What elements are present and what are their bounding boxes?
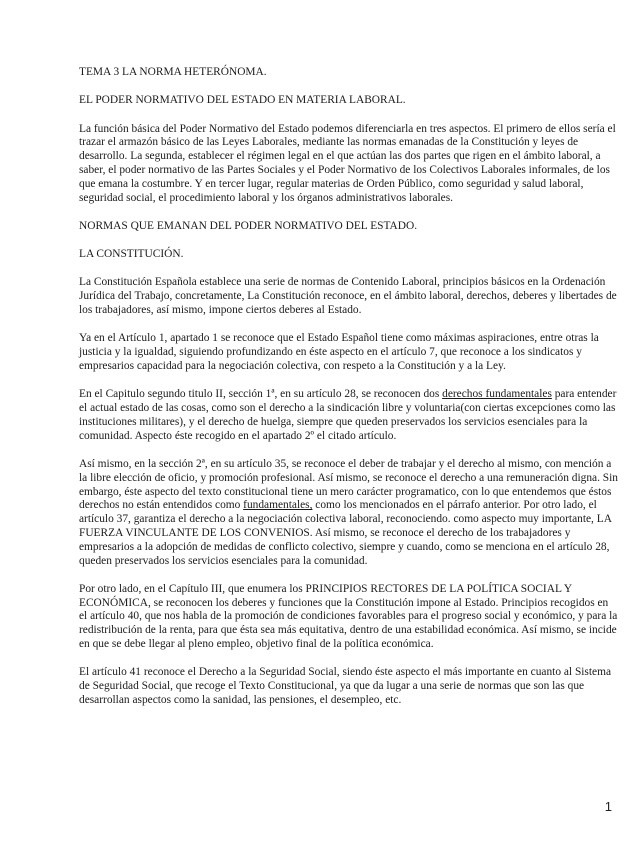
paragraph-constitucion-espanola: La Constitución Española establece una serie de normas de Contenido Laboral, principios básicos en la Ordenación Jurídica del Trabajo, concretamente, La Constitución reconoce, en el ámbito laboral, derechos, deberes y libertades de los trabajadores, así mismo, impone ciertos deberes al Estado. [79,276,617,317]
paragraph-articulo-28 [79,388,619,443]
section-heading-constitucion: LA CONSTITUCIÓN. [79,248,184,261]
paragraph-capitulo-3: Por otro lado, en el Capítulo III, que enumera los PRINCIPIOS RECTORES DE LA POLÍTICA SOCIAL Y ECONÓMICA, se reconocen los deberes y funciones que la Constitución impone al Estado. Principios recogidos en el artículo 40, que nos habla de la promoción de condiciones favorables para el progreso social y económico, y para la redistribución de la renta, para que ésta sea más equitativa, dentro de una estabilidad económica. Así mismo, se incide en que se debe llegar al pleno empleo, objetivo final de la política económica. [79,582,618,650]
link-fundamentales[interactable]: fundamentales, [243,499,313,512]
paragraph-articulo-41: El artículo 41 reconoce el Derecho a la Seguridad Social, siendo éste aspecto el más importante en cuanto al Sistema de Seguridad Social, que recoge el Texto Constitucional, ya que da lugar a una serie de normas que son las que desarrollan aspectos como la sanidad, las pensiones, el desempleo, etc. [79,666,612,706]
paragraph-articulo-28-text-b: para entender el actual estado de las cosas, como son el derecho a la sindicación libre y voluntaria(con ciertas excepciones como las instituciones militares), y el derecho de huelga, siempre que queden preservados los servicios esenciales para la comunidad. Aspecto éste recogido en el apartado 2º el citado artículo. [79,388,617,442]
document-title: TEMA 3 LA NORMA HETERÓNOMA. [79,66,267,78]
page-number: 1 [604,799,612,814]
paragraph-articulo-35 [79,458,619,568]
section-heading-normas: NORMAS QUE EMANAN DEL PODER NORMATIVO DEL ESTADO. [79,219,418,232]
link-derechos-fundamentales[interactable]: derechos fundamentales [442,388,552,401]
document-body [79,66,619,722]
paragraph-articulo-35-text-b: como los mencionados en el párrafo anterior. Por otro lado, el artículo 37, garantiza el derecho a la negociación colectiva laboral, reconociendo. como aspecto muy importante, LA FUERZA VINCULANTE DE LOS CONVENIOS. Así mismo, se reconoce el derecho de los trabajadores y empresarios a la adopción de medidas de conflicto colectivo, siempre y cuando, como se menciona en el artículo 28, queden preservados los servicios esenciales para la comunidad. [79,499,612,567]
paragraph-articulo-28-text-a: En el Capitulo segundo titulo II, sección 1ª, en su artículo 28, se reconocen dos [79,388,443,401]
paragraph-articulo-35-text-a: Así mismo, en la sección 2ª, en su artículo 35, se reconoce el deber de trabajar y el derecho al mismo, con mención a la libre elección de oficio, y promoción profesional. Así mismo, se reconoce el derecho a una remuneración digna. Sin embargo, éste aspecto del texto constitucional tiene un mero carácter programatico, con lo que entendemos que éstos derechos no están entendidos como [79,457,618,512]
paragraph-articulo-1: Ya en el Artículo 1, apartado 1 se reconoce que el Estado Español tiene como máximas aspiraciones, entre otras la justicia y la igualdad, siguiendo profundizando en éste aspecto en el artículo 7, que reconoce a los sindicatos y empresarios capacidad para la negociación colectiva, con respeto a la Constitución y a la Ley. [79,332,599,372]
paragraph-funcion-basica: La función básica del Poder Normativo del Estado podemos diferenciarla en tres aspectos. El primero de ellos sería el trazar el armazón básico de las Leyes Laborales, mediante las normas emanadas de la Constitución y leyes de desarrollo. La segunda, establecer el régimen legal en el que actúan las dos partes que rigen en el ámbito laboral, a saber, el poder normativo de las Partes Sociales y el Poder Normativo de los Colectivos Laborales informales, de los que emana la costumbre. Y en tercer lugar, regular materias de Orden Público, como seguridad y salud laboral, seguridad social, el procedimiento laboral y los órganos administrativos laborales. [79,122,616,204]
section-heading-poder-normativo: EL PODER NORMATIVO DEL ESTADO EN MATERIA LABORAL. [79,94,406,107]
